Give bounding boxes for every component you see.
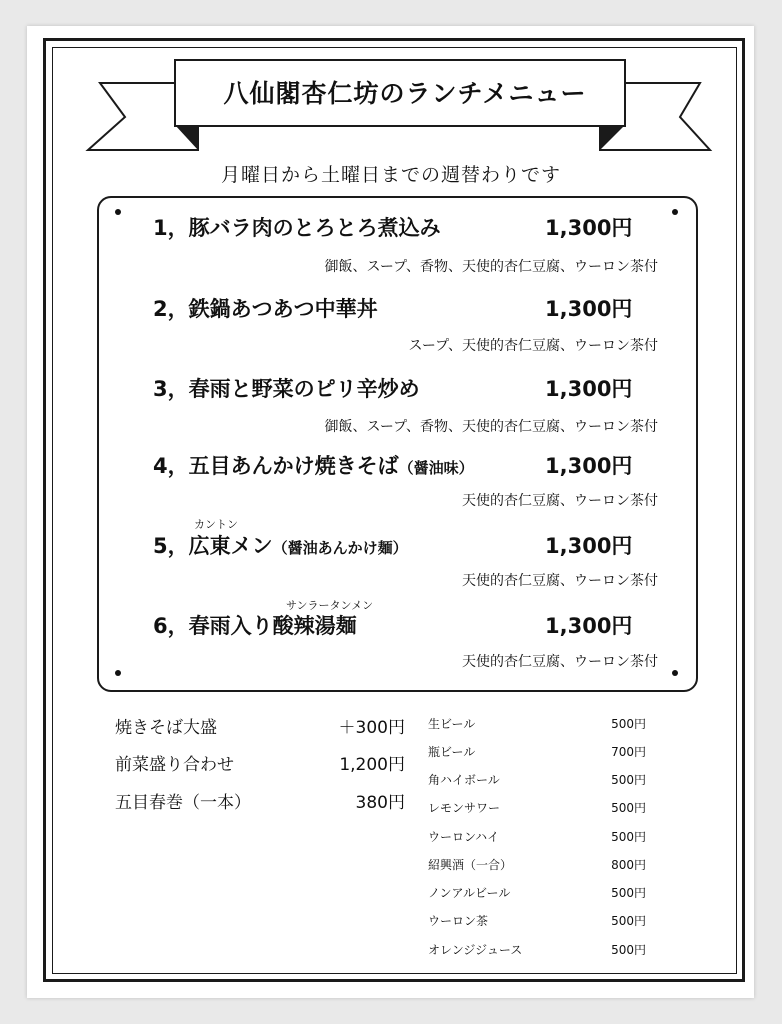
drink-item-name: ノンアルビール <box>428 886 511 900</box>
drink-item-price: 500円 <box>611 717 646 731</box>
drink-item-price: 500円 <box>611 943 646 957</box>
menu-item-name: 6，春雨入り酸辣湯麺 <box>153 614 357 638</box>
menu-item-note: （醤油味） <box>398 459 474 477</box>
drink-item-name: ウーロンハイ <box>428 830 500 844</box>
menu-item-name: 1，豚バラ肉のとろとろ煮込み <box>153 216 441 240</box>
menu-item-note: （醤油あんかけ麺） <box>272 539 408 557</box>
menu-item-price: 1,300円 <box>545 534 633 558</box>
menu-item-name: 4，五目あんかけ焼きそば <box>153 454 399 478</box>
drink-item-name: 生ビール <box>428 717 476 731</box>
menu-item-name: 5，広東メン <box>153 534 273 558</box>
menu-item-price: 1,300円 <box>545 454 633 478</box>
corner-dot <box>672 670 678 676</box>
menu-item-name: 2，鉄鍋あつあつ中華丼 <box>153 297 378 321</box>
menu-item-sides: 天使的杏仁豆腐、ウーロン茶付 <box>462 493 658 509</box>
extra-item-price: 1,200円 <box>339 755 405 775</box>
menu-item-name: 3，春雨と野菜のピリ辛炒め <box>153 377 420 401</box>
menu-item-ruby: サンラータンメン <box>286 599 374 612</box>
drink-item-price: 500円 <box>611 886 646 900</box>
extra-item-price: 380円 <box>355 793 405 813</box>
extra-item-price: ＋300円 <box>338 718 405 738</box>
menu-subtitle: 月曜日から土曜日までの週替わりです <box>220 164 561 186</box>
drink-item-price: 500円 <box>611 914 646 928</box>
drink-item-price: 500円 <box>611 773 646 787</box>
menu-item-sides: 御飯、スープ、香物、天使的杏仁豆腐、ウーロン茶付 <box>324 419 658 435</box>
menu-item-sides: 天使的杏仁豆腐、ウーロン茶付 <box>462 654 658 670</box>
drink-item-price: 500円 <box>611 801 646 815</box>
corner-dot <box>115 209 121 215</box>
menu-item-sides: スープ、天使的杏仁豆腐、ウーロン茶付 <box>408 338 658 354</box>
menu-item-sides: 天使的杏仁豆腐、ウーロン茶付 <box>462 573 658 589</box>
drink-item-name: ウーロン茶 <box>428 914 489 928</box>
menu-item-name-row <box>153 530 408 560</box>
extra-item-name: 五目春巻（一本） <box>115 793 251 813</box>
corner-dot <box>115 670 121 676</box>
menu-item-sides: 御飯、スープ、香物、天使的杏仁豆腐、ウーロン茶付 <box>324 259 658 275</box>
drink-item-name: オレンジジュース <box>428 943 523 957</box>
menu-item-ruby: カントン <box>194 518 238 531</box>
corner-dot <box>672 209 678 215</box>
drink-item-price: 500円 <box>611 830 646 844</box>
drink-item-name: 角ハイボール <box>428 773 500 787</box>
drink-item-price: 800円 <box>611 858 646 872</box>
drink-item-price: 700円 <box>611 745 646 759</box>
menu-item-price: 1,300円 <box>545 377 633 401</box>
extra-item-name: 前菜盛り合わせ <box>115 755 234 775</box>
menu-item-price: 1,300円 <box>545 297 633 321</box>
drink-item-name: 紹興酒（一合） <box>428 858 513 872</box>
drink-item-name: 瓶ビール <box>428 745 476 759</box>
menu-item-price: 1,300円 <box>545 614 633 638</box>
menu-title: 八仙閣杏仁坊のランチメニュー <box>223 79 587 108</box>
menu-item-name-row <box>153 450 474 480</box>
menu-item-price: 1,300円 <box>545 216 633 240</box>
extra-item-name: 焼きそば大盛 <box>115 718 217 738</box>
drink-item-name: レモンサワー <box>428 801 501 815</box>
